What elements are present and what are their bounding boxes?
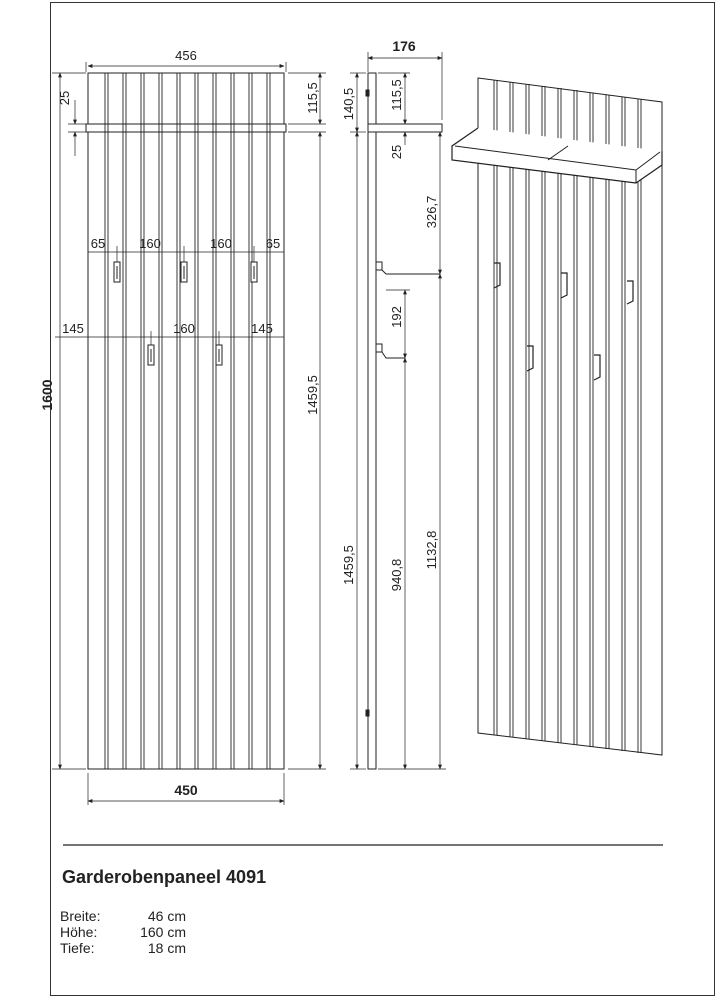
side-hook1 bbox=[376, 262, 440, 274]
perspective-top-rail bbox=[452, 128, 662, 183]
dim-hook2-right: 145 bbox=[251, 321, 273, 336]
spec-row-width bbox=[60, 908, 186, 924]
spec-label: Höhe: bbox=[60, 924, 98, 940]
dim-hook1-mid1: 160 bbox=[139, 236, 161, 251]
perspective-hooks bbox=[494, 263, 633, 380]
spec-label: Tiefe: bbox=[60, 940, 95, 956]
dim-rail-offset-right: 115,5 bbox=[305, 82, 320, 114]
dim-side-height-hook1: 1132,8 bbox=[424, 530, 439, 570]
front-view bbox=[52, 62, 326, 805]
perspective-view bbox=[452, 78, 662, 755]
front-panel-outline bbox=[88, 73, 284, 769]
spec-value: 46 cm bbox=[147, 908, 186, 924]
dim-side-to-hook1: 326,7 bbox=[424, 195, 439, 229]
spec-value: 160 cm bbox=[140, 924, 186, 940]
spec-label: Breite: bbox=[60, 908, 101, 924]
dim-side-height-hook2: 940,8 bbox=[389, 558, 404, 592]
dim-rail-offset-left: 25 bbox=[57, 90, 72, 106]
side-hook2 bbox=[376, 344, 405, 358]
dim-total-height: 1600 bbox=[39, 379, 55, 411]
dim-hook1-right: 65 bbox=[265, 236, 281, 251]
dim-height-right: 1459,5 bbox=[305, 375, 320, 415]
dim-depth: 176 bbox=[392, 38, 416, 54]
dim-side-top-left: 140,5 bbox=[341, 87, 356, 121]
dim-side-height-left: 1459,5 bbox=[341, 545, 356, 585]
side-panel bbox=[368, 73, 376, 769]
dim-hook1-mid2: 160 bbox=[210, 236, 232, 251]
dim-hook2-left: 145 bbox=[62, 321, 84, 336]
dim-side-hook-spacing: 192 bbox=[389, 306, 404, 328]
dim-side-rail-gap: 25 bbox=[389, 144, 404, 160]
spec-row-depth bbox=[60, 940, 186, 956]
product-specs bbox=[60, 908, 186, 956]
dim-bottom-width: 450 bbox=[174, 782, 198, 798]
spec-value: 18 cm bbox=[147, 940, 186, 956]
front-top-rail bbox=[86, 124, 286, 132]
dim-top-width: 456 bbox=[175, 48, 197, 63]
side-top-rail bbox=[368, 124, 442, 132]
product-title: Garderobenpaneel 4091 bbox=[62, 867, 267, 887]
dim-hook1-left: 65 bbox=[90, 236, 106, 251]
front-slats bbox=[105, 73, 270, 769]
dim-hook2-mid: 160 bbox=[173, 321, 195, 336]
spec-row-height bbox=[60, 924, 186, 940]
dim-side-top-right: 115,5 bbox=[389, 79, 404, 111]
front-hooks-row1 bbox=[114, 262, 257, 282]
